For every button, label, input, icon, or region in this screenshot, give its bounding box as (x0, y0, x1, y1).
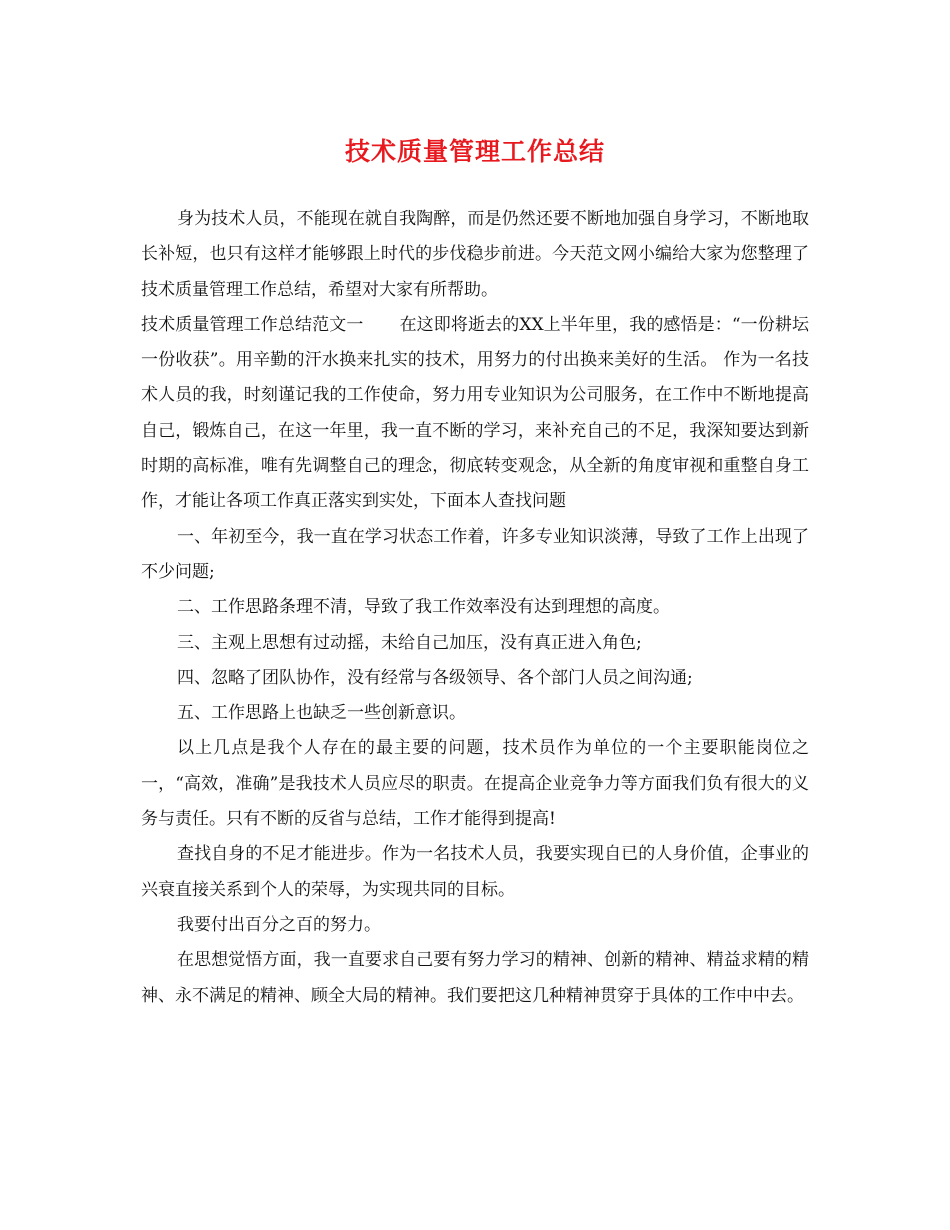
intro-paragraph: 身为技术人员，不能现在就自我陶醉，而是仍然还要不断地加强自身学习，不断地取长补短，也只有这样才能够跟上时代的步伐稳步前进。今天范文网小编给大家为您整理了技术质量管理工作总结，希望对大家有所帮助。 (141, 209, 809, 300)
value-paragraph: 查找自身的不足才能进步。作为一名技术人员，我要实现自已的人身价值，企事业的兴衰直接关系到个人的荣辱，为实现共同的目标。 (141, 844, 809, 900)
document-title: 技术质量管理工作总结 (344, 137, 605, 166)
sample-body: 在这即将逝去的XX上半年里，我的感悟是：“一份耕坛一份收获”。用辛勤的汗水换来扎实的技术，用努力的付出换来美好的生活。 作为一名技术人员的我，时刻谨记我的工作使命，努力用专业知识为公司服务，在工作中不断地提高自己，锻炼自己，在这一年里，我一直不断的学习，来补充自己的不足，我深知要达到新时期的高标准，唯有先调整自己的理念，彻底转变观念，从全新的角度审视和重整自身工作，才能让各项工作真正落实到实处，下面本人查找问题 (141, 314, 810, 512)
problem-item-5: 五、工作思路上也缺乏一些创新意识。 (177, 703, 466, 724)
sample-heading: 技术质量管理工作总结范文一 (141, 314, 364, 335)
problem-item-4: 四、忽略了团队协作，没有经常与各级领导、各个部门人员之间沟通; (177, 667, 693, 688)
sample-paragraph (141, 308, 809, 520)
effort-paragraph: 我要付出百分之百的努力。 (177, 914, 381, 935)
problem-item-3: 三、主观上思想有过动摇，未给自己加压，没有真正进入角色; (177, 632, 642, 653)
spirit-paragraph: 在思想觉悟方面，我一直要求自己要有努力学习的精神、创新的精神、精益求精的精神、永不满足的精神、顾全大局的精神。我们要把这几种精神贯穿于具体的工作中中去。 (141, 950, 809, 1006)
summary-paragraph: 以上几点是我个人存在的最主要的问题，技术员作为单位的一个主要职能岗位之一，“高效，准确”是我技术人员应尽的职责。在提高企业竞争力等方面我们负有很大的义务与责任。只有不断的反省与总结，工作才能得到提高! (141, 738, 809, 830)
document-body (141, 202, 809, 1014)
problem-item-2: 二、工作思路条理不清，导致了我工作效率没有达到理想的高度。 (177, 597, 670, 618)
problem-item-1: 一、年初至今，我一直在学习状态工作着，许多专业知识淡薄，导致了工作上出现了不少问题; (141, 526, 809, 582)
